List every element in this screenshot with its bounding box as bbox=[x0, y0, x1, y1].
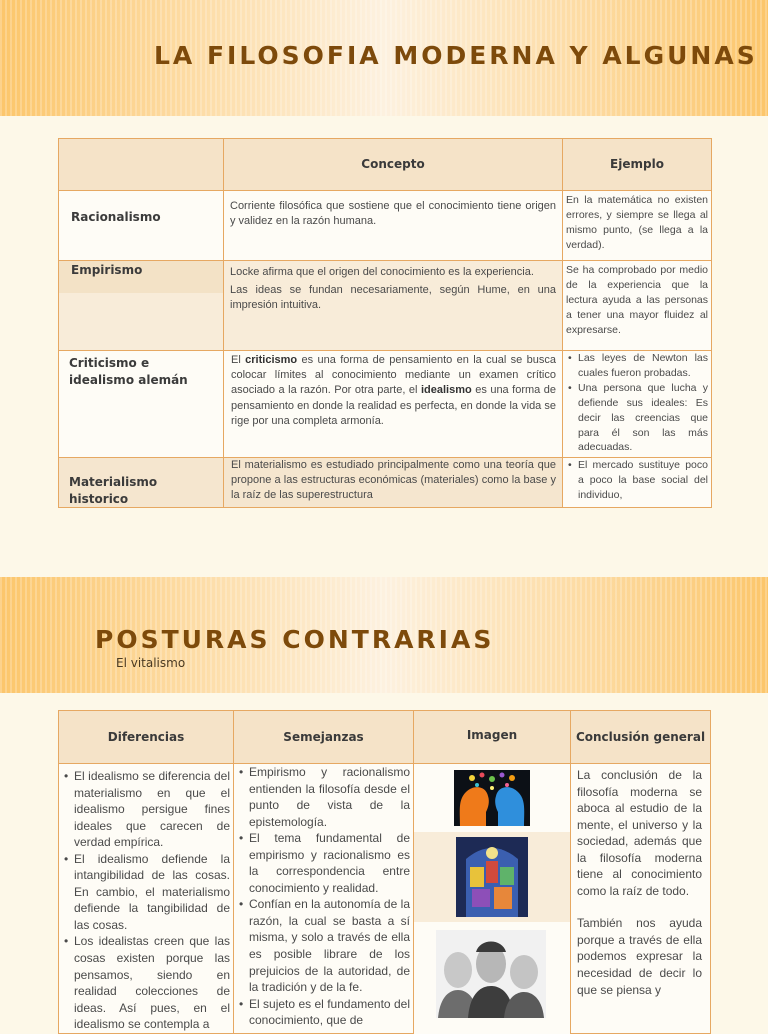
ejemplo-cell: Se ha comprobado por medio de la experiencia que la lectura ayuda a las personas a tener una mayor fluidez al expresarse. bbox=[563, 261, 712, 351]
row-label-text: Empirismo bbox=[59, 261, 223, 293]
header-concepto: Concepto bbox=[224, 139, 563, 191]
heads-illustration-icon bbox=[454, 770, 530, 826]
page-title: LA FILOSOFIA MODERNA Y ALGUNAS bbox=[154, 41, 758, 70]
semejanzas-cell bbox=[234, 764, 414, 1034]
conclusion-text-2: También nos ayuda porque a través de ella podemos expresar la necesidad de decir lo que se piensa y bbox=[577, 916, 702, 997]
concepto-cell: El materialismo es estudiado principalmente como una teoría que propone a las estructuras económicas (materiales) como la base y la raíz de las superestructura bbox=[224, 458, 563, 508]
concepto-cell bbox=[224, 351, 563, 458]
row-label bbox=[59, 261, 224, 351]
table-row bbox=[59, 191, 712, 261]
row-label: Materialismo historico bbox=[59, 458, 224, 508]
list-item: • Una persona que lucha y defiende sus ideales: Es decir las creencias que para él son las más adecuadas. bbox=[566, 381, 708, 456]
section-subtitle: El vitalismo bbox=[116, 656, 186, 670]
header-empty bbox=[59, 139, 224, 191]
diferencias-cell bbox=[59, 764, 234, 1034]
concepto-cell bbox=[224, 261, 563, 351]
header-conclusion: Conclusión general bbox=[571, 711, 711, 764]
table-row bbox=[59, 261, 712, 351]
diferencias-list bbox=[62, 768, 230, 1033]
concepto-term-idealismo: idealismo bbox=[420, 384, 472, 397]
list-item: • Empirismo y racionalismo entienden la filosofía desde el punto de vista de la epistemología. bbox=[237, 764, 410, 830]
imagen-cell bbox=[414, 764, 571, 1034]
concepto-term-criticismo: criticismo bbox=[245, 354, 298, 366]
list-item: • Los idealistas creen que las cosas existen porque las pensamos, siendo en realidad colecciones de ideas. Así pues, en el idealismo se contempla a bbox=[62, 933, 230, 1032]
concepto-post: es una forma de pensamiento en donde la realidad es perfecta, en donde la vida se rige por una completa armonía. bbox=[231, 384, 557, 427]
concepto-pre: El bbox=[231, 354, 241, 366]
philosophy-table bbox=[58, 138, 712, 508]
table-header-row bbox=[59, 711, 711, 764]
concepto-mid: es una forma de pensamiento en la cual se busca colocar límites al conocimiento mediante un examen crítico asociado a la razón. Por otra parte, el bbox=[231, 354, 557, 397]
ejemplo-cell bbox=[563, 458, 712, 508]
conclusion-text-1: La conclusión de la filosofía moderna se aboca al estudio de la mente, el universo y la sociedad, además que la filosofía moderna tiene al conocimiento como la raíz de todo. bbox=[577, 768, 702, 898]
image-stained-glass-block bbox=[414, 832, 570, 922]
ejemplo-list bbox=[566, 458, 708, 503]
table-row bbox=[59, 351, 712, 458]
section-title: POSTURAS CONTRARIAS bbox=[95, 625, 495, 654]
list-item: • Las leyes de Newton las cuales fueron probadas. bbox=[566, 351, 708, 381]
table-header-row bbox=[59, 139, 712, 191]
row-label: Criticismo e idealismo alemán bbox=[59, 351, 224, 458]
image-philosophers-block bbox=[414, 922, 570, 1034]
row-label: Racionalismo bbox=[59, 191, 224, 261]
list-item: • El mercado sustituye poco a poco la base social del individuo, bbox=[566, 458, 708, 503]
ejemplo-list bbox=[566, 351, 708, 455]
semejanzas-list bbox=[237, 764, 410, 1029]
concepto-text-1: Locke afirma que el origen del conocimiento es la experiencia. bbox=[230, 266, 534, 278]
list-item: • El idealismo se diferencia del materialismo en que el idealismo persigue fines ideales que carecen de verdad empírica. bbox=[62, 768, 230, 851]
image-heads-block bbox=[414, 764, 570, 832]
comparison-table bbox=[58, 710, 711, 1034]
ejemplo-cell bbox=[563, 351, 712, 458]
list-item: • El tema fundamental de empirismo y racionalismo es la correspondencia entre conocimiento y realidad. bbox=[237, 830, 410, 896]
header-banner bbox=[0, 0, 768, 116]
ejemplo-cell: En la matemática no existen errores, y siempre se llega al mismo punto, (se llega a la verdad). bbox=[563, 191, 712, 261]
stained-glass-illustration-icon bbox=[456, 837, 528, 917]
concepto-cell: Corriente filosófica que sostiene que el conocimiento tiene origen y validez en la razón humana. bbox=[224, 191, 563, 261]
header-diferencias: Diferencias bbox=[59, 711, 234, 764]
concepto-text-2: Las ideas se fundan necesariamente, según Hume, en una impresión intuitiva. bbox=[230, 284, 556, 312]
section-banner bbox=[0, 577, 768, 693]
table-row bbox=[59, 764, 711, 1034]
header-ejemplo: Ejemplo bbox=[563, 139, 712, 191]
list-item: • El idealismo defiende la intangibilidad de las cosas. En cambio, el materialismo defiende la tangibilidad de las cosas. bbox=[62, 851, 230, 934]
table-row bbox=[59, 458, 712, 508]
philosophers-portraits-icon bbox=[436, 930, 546, 1018]
conclusion-cell bbox=[571, 764, 711, 1034]
list-item: • Confían en la autonomía de la razón, la cual se basta a sí misma, y solo a través de ella es posible librare de los prejuicios de la autoridad, de la tradición y de la fe. bbox=[237, 896, 410, 995]
list-item: • El sujeto es el fundamento del conocimiento, que de bbox=[237, 996, 410, 1029]
header-semejanzas: Semejanzas bbox=[234, 711, 414, 764]
header-imagen: Imagen bbox=[414, 711, 571, 764]
